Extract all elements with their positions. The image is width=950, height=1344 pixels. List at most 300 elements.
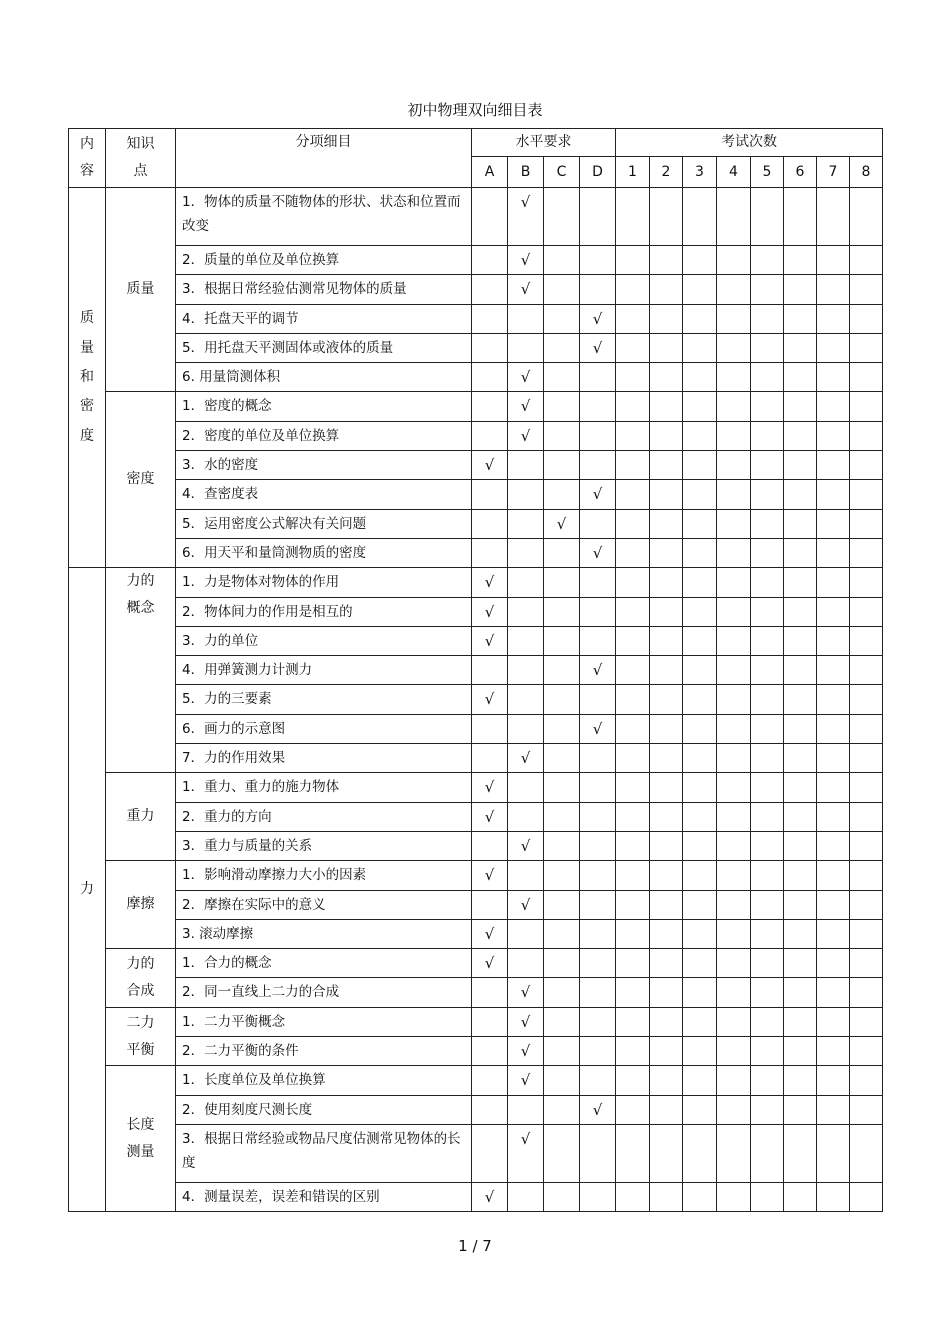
exam-1-cell [616, 509, 650, 538]
table-row [69, 304, 883, 333]
exam-3-cell [683, 1066, 717, 1095]
level-B-cell [508, 685, 544, 714]
level-B-cell [508, 1066, 544, 1095]
level-D-cell [580, 949, 616, 978]
header-row-1 [69, 129, 883, 157]
exam-1-cell [616, 246, 650, 275]
level-C-cell [544, 890, 580, 919]
exam-1-cell [616, 802, 650, 831]
exam-6-cell [784, 949, 817, 978]
specification-table [68, 128, 883, 1212]
exam-5-cell [751, 1095, 784, 1124]
level-C-cell [544, 685, 580, 714]
header-knowledge-text: 点 [133, 163, 148, 179]
table-row [69, 685, 883, 714]
knowledge-point-cell [106, 773, 176, 861]
level-B-cell [508, 480, 544, 509]
level-B-cell [508, 275, 544, 304]
level-A-cell [472, 1095, 508, 1124]
exam-6-cell [784, 685, 817, 714]
exam-3-cell [683, 802, 717, 831]
exam-4-cell [717, 1182, 751, 1211]
exam-5-cell [751, 480, 784, 509]
level-B-cell [508, 626, 544, 655]
exam-7-cell [817, 890, 850, 919]
table-row [69, 188, 883, 246]
exam-7-cell [817, 188, 850, 246]
exam-5-cell [751, 831, 784, 860]
exam-7-cell [817, 1095, 850, 1124]
exam-8-cell [850, 714, 883, 743]
exam-1-cell [616, 188, 650, 246]
exam-2-cell [650, 656, 683, 685]
exam-6-cell [784, 480, 817, 509]
level-A-cell [472, 392, 508, 421]
check-mark: √ [592, 1100, 603, 1119]
knowledge-point-name: 测量 [126, 1143, 155, 1160]
check-mark: √ [520, 280, 531, 299]
header-exam-4: 4 [717, 157, 751, 188]
exam-8-cell [850, 392, 883, 421]
level-B-cell [508, 714, 544, 743]
exam-3-cell [683, 1095, 717, 1124]
exam-4-cell [717, 333, 751, 362]
table-row [69, 568, 883, 597]
level-D-cell [580, 188, 616, 246]
level-C-cell [544, 919, 580, 948]
level-C-cell [544, 1037, 580, 1066]
level-A-cell [472, 685, 508, 714]
level-B-cell [508, 1182, 544, 1211]
header-exam-2: 2 [650, 157, 683, 188]
exam-2-cell [650, 363, 683, 392]
exam-1-cell [616, 392, 650, 421]
level-D-cell [580, 1182, 616, 1211]
exam-4-cell [717, 685, 751, 714]
exam-7-cell [817, 509, 850, 538]
exam-4-cell [717, 831, 751, 860]
check-mark: √ [484, 690, 495, 709]
check-mark: √ [520, 749, 531, 768]
exam-5-cell [751, 304, 784, 333]
level-A-cell [472, 831, 508, 860]
exam-7-cell [817, 1124, 850, 1182]
content-cell [69, 188, 106, 568]
exam-1-cell [616, 773, 650, 802]
exam-2-cell [650, 773, 683, 802]
level-A-cell [472, 188, 508, 246]
exam-5-cell [751, 597, 784, 626]
exam-1-cell [616, 1037, 650, 1066]
header-level-D: D [580, 157, 616, 188]
exam-6-cell [784, 1066, 817, 1095]
item-description: 4．托盘天平的调节 [176, 304, 472, 333]
exam-7-cell [817, 538, 850, 567]
knowledge-point-name: 概念 [126, 600, 155, 617]
exam-6-cell [784, 188, 817, 246]
item-description: 2．二力平衡的条件 [176, 1037, 472, 1066]
level-C-cell [544, 656, 580, 685]
check-mark: √ [520, 426, 531, 445]
exam-3-cell [683, 1124, 717, 1182]
level-D-cell [580, 656, 616, 685]
exam-3-cell [683, 392, 717, 421]
exam-7-cell [817, 568, 850, 597]
header-knowledge-point [106, 129, 176, 188]
exam-2-cell [650, 538, 683, 567]
level-A-cell [472, 1124, 508, 1182]
exam-6-cell [784, 861, 817, 890]
item-description: 6．用天平和量筒测物质的密度 [176, 538, 472, 567]
item-description: 1．合力的概念 [176, 949, 472, 978]
level-C-cell [544, 831, 580, 860]
exam-2-cell [650, 333, 683, 362]
level-C-cell [544, 304, 580, 333]
level-C-cell [544, 626, 580, 655]
exam-2-cell [650, 188, 683, 246]
check-mark: √ [484, 602, 495, 621]
exam-7-cell [817, 363, 850, 392]
exam-1-cell [616, 568, 650, 597]
level-D-cell [580, 363, 616, 392]
exam-8-cell [850, 451, 883, 480]
exam-5-cell [751, 890, 784, 919]
check-mark: √ [592, 719, 603, 738]
exam-1-cell [616, 597, 650, 626]
header-level-B: B [508, 157, 544, 188]
exam-2-cell [650, 744, 683, 773]
level-C-cell [544, 568, 580, 597]
level-B-cell [508, 363, 544, 392]
content-char: 力 [80, 881, 94, 898]
table-row [69, 421, 883, 450]
exam-6-cell [784, 1037, 817, 1066]
exam-8-cell [850, 685, 883, 714]
level-C-cell [544, 802, 580, 831]
exam-5-cell [751, 568, 784, 597]
header-items: 分项细目 [176, 129, 472, 188]
item-description: 1．密度的概念 [176, 392, 472, 421]
exam-1-cell [616, 714, 650, 743]
level-A-cell [472, 1066, 508, 1095]
exam-5-cell [751, 714, 784, 743]
exam-7-cell [817, 685, 850, 714]
exam-8-cell [850, 1124, 883, 1182]
table-row [69, 275, 883, 304]
exam-1-cell [616, 861, 650, 890]
level-A-cell [472, 656, 508, 685]
exam-6-cell [784, 392, 817, 421]
level-C-cell [544, 421, 580, 450]
exam-3-cell [683, 421, 717, 450]
exam-2-cell [650, 1066, 683, 1095]
exam-5-cell [751, 538, 784, 567]
knowledge-point-name: 力的 [126, 573, 155, 590]
exam-1-cell [616, 1095, 650, 1124]
level-D-cell [580, 304, 616, 333]
level-B-cell [508, 861, 544, 890]
item-description: 7．力的作用效果 [176, 744, 472, 773]
level-A-cell [472, 246, 508, 275]
exam-5-cell [751, 802, 784, 831]
knowledge-point-name: 力的 [126, 955, 155, 972]
level-B-cell [508, 656, 544, 685]
table-row [69, 1095, 883, 1124]
exam-6-cell [784, 626, 817, 655]
level-B-cell [508, 773, 544, 802]
exam-8-cell [850, 949, 883, 978]
exam-2-cell [650, 831, 683, 860]
exam-2-cell [650, 1124, 683, 1182]
exam-3-cell [683, 978, 717, 1007]
exam-2-cell [650, 949, 683, 978]
exam-5-cell [751, 333, 784, 362]
exam-5-cell [751, 861, 784, 890]
check-mark: √ [484, 866, 495, 885]
table-row [69, 597, 883, 626]
exam-1-cell [616, 304, 650, 333]
level-A-cell [472, 509, 508, 538]
exam-8-cell [850, 831, 883, 860]
item-description: 2．密度的单位及单位换算 [176, 421, 472, 450]
exam-5-cell [751, 919, 784, 948]
check-mark: √ [484, 807, 495, 826]
level-A-cell [472, 1037, 508, 1066]
exam-2-cell [650, 509, 683, 538]
level-D-cell [580, 919, 616, 948]
exam-1-cell [616, 919, 650, 948]
exam-7-cell [817, 597, 850, 626]
item-description: 1．长度单位及单位换算 [176, 1066, 472, 1095]
exam-5-cell [751, 1182, 784, 1211]
item-description: 4．查密度表 [176, 480, 472, 509]
check-mark: √ [484, 456, 495, 475]
level-D-cell [580, 1007, 616, 1036]
level-D-cell [580, 1095, 616, 1124]
exam-3-cell [683, 333, 717, 362]
knowledge-point-name: 平衡 [126, 1041, 155, 1058]
level-A-cell [472, 451, 508, 480]
level-C-cell [544, 333, 580, 362]
level-B-cell [508, 188, 544, 246]
exam-8-cell [850, 626, 883, 655]
level-D-cell [580, 1066, 616, 1095]
level-D-cell [580, 480, 616, 509]
exam-3-cell [683, 188, 717, 246]
exam-5-cell [751, 949, 784, 978]
exam-8-cell [850, 421, 883, 450]
item-description: 2．重力的方向 [176, 802, 472, 831]
exam-3-cell [683, 919, 717, 948]
check-mark: √ [520, 397, 531, 416]
exam-8-cell [850, 538, 883, 567]
level-C-cell [544, 480, 580, 509]
exam-4-cell [717, 1066, 751, 1095]
level-D-cell [580, 275, 616, 304]
level-C-cell [544, 509, 580, 538]
level-A-cell [472, 538, 508, 567]
level-A-cell [472, 568, 508, 597]
level-A-cell [472, 919, 508, 948]
exam-7-cell [817, 1037, 850, 1066]
level-A-cell [472, 773, 508, 802]
knowledge-point-name: 合成 [126, 982, 155, 999]
level-B-cell [508, 1007, 544, 1036]
exam-4-cell [717, 773, 751, 802]
header-exam-1: 1 [616, 157, 650, 188]
level-B-cell [508, 509, 544, 538]
exam-8-cell [850, 1182, 883, 1211]
exam-4-cell [717, 949, 751, 978]
exam-1-cell [616, 831, 650, 860]
exam-6-cell [784, 304, 817, 333]
level-B-cell [508, 304, 544, 333]
content-char: 质 [80, 310, 94, 327]
level-B-cell [508, 802, 544, 831]
exam-4-cell [717, 392, 751, 421]
level-C-cell [544, 714, 580, 743]
exam-5-cell [751, 656, 784, 685]
exam-8-cell [850, 333, 883, 362]
exam-3-cell [683, 685, 717, 714]
exam-1-cell [616, 744, 650, 773]
exam-8-cell [850, 363, 883, 392]
level-D-cell [580, 1124, 616, 1182]
exam-1-cell [616, 538, 650, 567]
level-A-cell [472, 949, 508, 978]
item-description: 2．同一直线上二力的合成 [176, 978, 472, 1007]
level-B-cell [508, 568, 544, 597]
level-D-cell [580, 802, 616, 831]
header-level-A: A [472, 157, 508, 188]
exam-4-cell [717, 538, 751, 567]
knowledge-point-name: 摩擦 [126, 896, 155, 913]
exam-5-cell [751, 685, 784, 714]
exam-8-cell [850, 1066, 883, 1095]
exam-8-cell [850, 1007, 883, 1036]
table-row [69, 451, 883, 480]
level-B-cell [508, 597, 544, 626]
check-mark: √ [484, 954, 495, 973]
exam-8-cell [850, 978, 883, 1007]
level-C-cell [544, 188, 580, 246]
level-A-cell [472, 802, 508, 831]
level-A-cell [472, 333, 508, 362]
level-A-cell [472, 421, 508, 450]
level-A-cell [472, 304, 508, 333]
level-D-cell [580, 333, 616, 362]
level-A-cell [472, 363, 508, 392]
exam-1-cell [616, 275, 650, 304]
exam-4-cell [717, 597, 751, 626]
exam-3-cell [683, 568, 717, 597]
exam-3-cell [683, 861, 717, 890]
exam-6-cell [784, 714, 817, 743]
exam-4-cell [717, 802, 751, 831]
exam-1-cell [616, 978, 650, 1007]
exam-2-cell [650, 568, 683, 597]
header-exam-8: 8 [850, 157, 883, 188]
exam-6-cell [784, 538, 817, 567]
exam-2-cell [650, 480, 683, 509]
knowledge-point-cell [106, 392, 176, 568]
table-row [69, 480, 883, 509]
exam-8-cell [850, 509, 883, 538]
exam-3-cell [683, 831, 717, 860]
exam-1-cell [616, 890, 650, 919]
exam-7-cell [817, 714, 850, 743]
content-char: 度 [80, 427, 94, 444]
level-A-cell [472, 275, 508, 304]
table-row [69, 509, 883, 538]
level-A-cell [472, 744, 508, 773]
exam-6-cell [784, 451, 817, 480]
exam-4-cell [717, 1007, 751, 1036]
level-C-cell [544, 363, 580, 392]
exam-3-cell [683, 656, 717, 685]
header-exam-count: 考试次数 [616, 129, 883, 157]
level-C-cell [544, 392, 580, 421]
page-number: 1 / 7 [458, 1237, 492, 1255]
knowledge-point-name: 二力 [126, 1014, 155, 1031]
level-B-cell [508, 333, 544, 362]
exam-3-cell [683, 480, 717, 509]
level-A-cell [472, 714, 508, 743]
exam-3-cell [683, 246, 717, 275]
header-exam-3: 3 [683, 157, 717, 188]
exam-8-cell [850, 275, 883, 304]
exam-6-cell [784, 363, 817, 392]
level-C-cell [544, 773, 580, 802]
level-A-cell [472, 1182, 508, 1211]
exam-5-cell [751, 744, 784, 773]
level-D-cell [580, 744, 616, 773]
knowledge-point-cell [106, 949, 176, 1008]
item-description: 4．用弹簧测力计测力 [176, 656, 472, 685]
item-description: 5．运用密度公式解决有关问题 [176, 509, 472, 538]
level-D-cell [580, 509, 616, 538]
exam-4-cell [717, 1095, 751, 1124]
table-row [69, 773, 883, 802]
exam-7-cell [817, 421, 850, 450]
exam-8-cell [850, 568, 883, 597]
exam-2-cell [650, 246, 683, 275]
level-C-cell [544, 744, 580, 773]
exam-5-cell [751, 1007, 784, 1036]
level-C-cell [544, 978, 580, 1007]
level-D-cell [580, 685, 616, 714]
exam-6-cell [784, 568, 817, 597]
exam-2-cell [650, 919, 683, 948]
item-description: 5．用托盘天平测固体或液体的质量 [176, 333, 472, 362]
check-mark: √ [520, 368, 531, 387]
level-D-cell [580, 978, 616, 1007]
header-exam-5: 5 [751, 157, 784, 188]
exam-2-cell [650, 451, 683, 480]
exam-3-cell [683, 304, 717, 333]
check-mark: √ [520, 983, 531, 1002]
exam-6-cell [784, 1095, 817, 1124]
check-mark: √ [592, 543, 603, 562]
exam-6-cell [784, 509, 817, 538]
exam-3-cell [683, 597, 717, 626]
check-mark: √ [520, 1129, 531, 1148]
check-mark: √ [592, 338, 603, 357]
exam-6-cell [784, 773, 817, 802]
exam-1-cell [616, 421, 650, 450]
exam-2-cell [650, 978, 683, 1007]
level-D-cell [580, 861, 616, 890]
